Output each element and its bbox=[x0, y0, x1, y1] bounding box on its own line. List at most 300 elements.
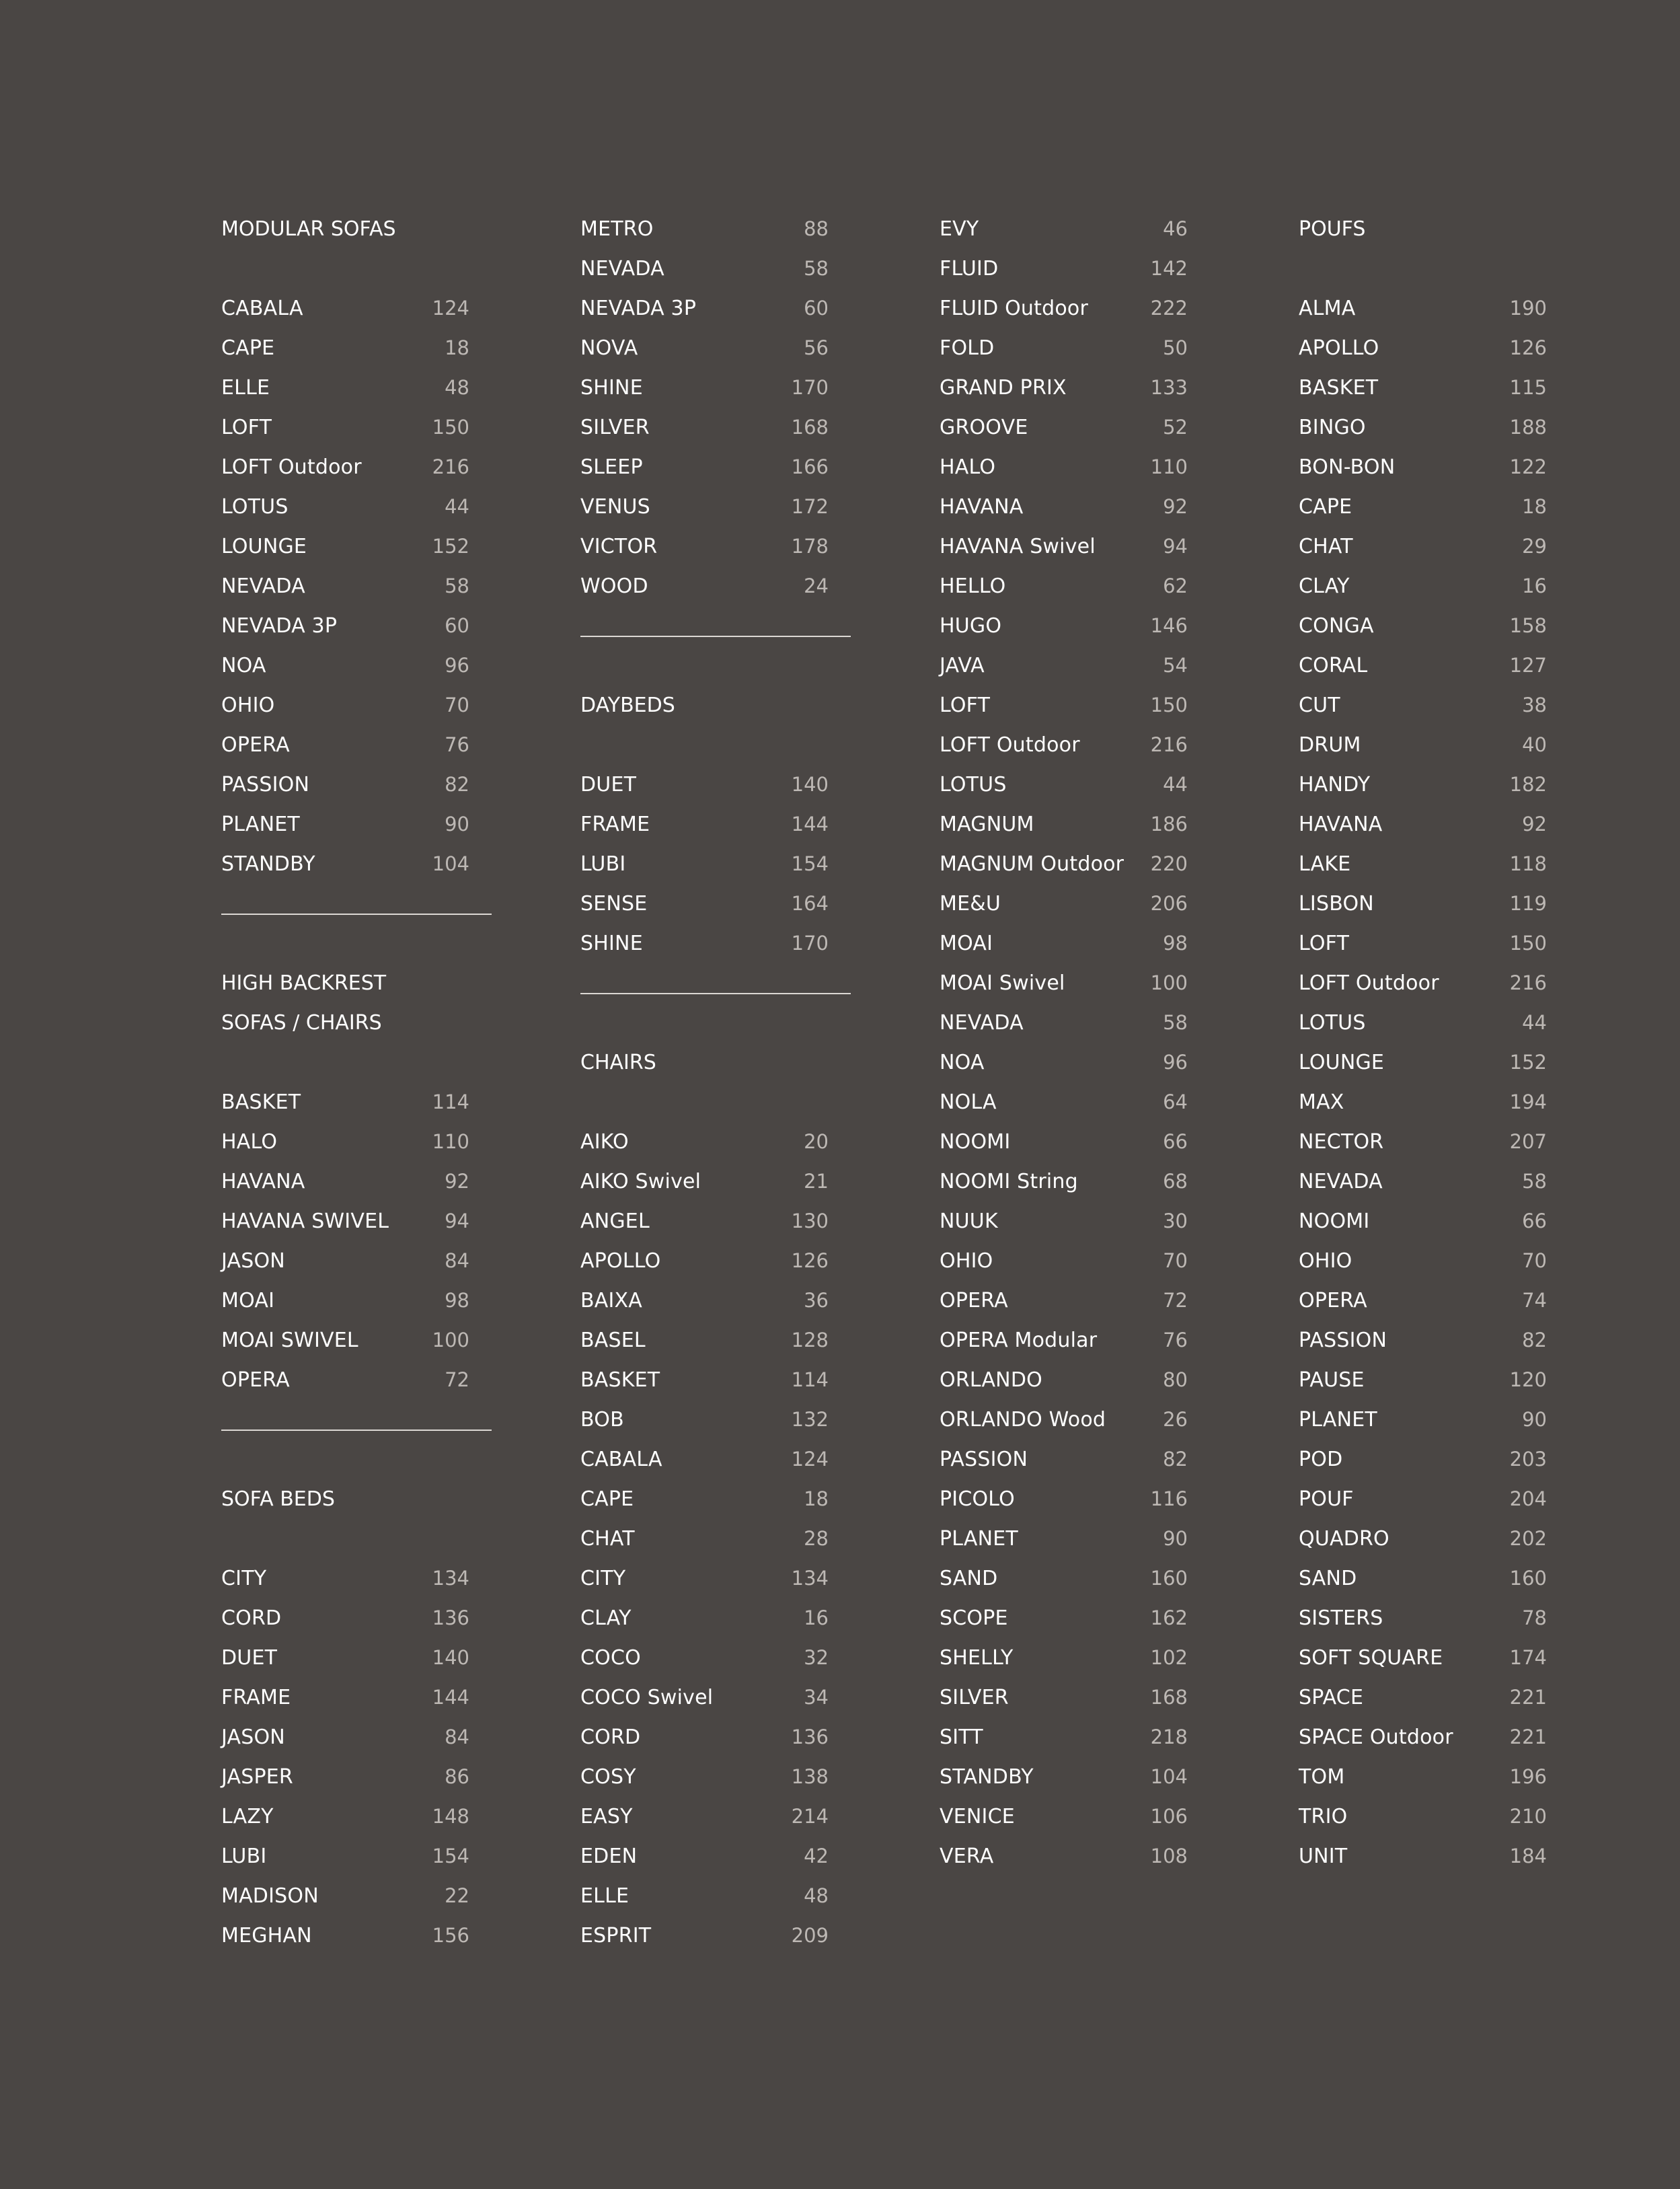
index-entry-havana-swivel bbox=[940, 527, 1210, 566]
entry-page-number: 134 bbox=[791, 1567, 829, 1590]
index-entry-planet bbox=[221, 805, 492, 844]
index-entry-passion bbox=[1299, 1321, 1569, 1360]
entry-name: LOTUS bbox=[1299, 1011, 1366, 1035]
entry-page-number: 50 bbox=[1163, 336, 1188, 359]
entry-page-number: 150 bbox=[1150, 694, 1188, 716]
index-entry-chat bbox=[580, 1519, 851, 1559]
entry-name: SLEEP bbox=[580, 455, 643, 479]
index-entry-loft bbox=[1299, 924, 1569, 963]
entry-page-number: 90 bbox=[445, 813, 469, 836]
entry-name: LUBI bbox=[580, 852, 626, 876]
entry-name: MEGHAN bbox=[221, 1924, 312, 1947]
index-entry-opera bbox=[221, 725, 492, 765]
index-entry-noomi bbox=[940, 1122, 1210, 1162]
index-entry-havana-swivel bbox=[221, 1201, 492, 1241]
entry-page-number: 184 bbox=[1509, 1845, 1547, 1867]
index-entry-quadro bbox=[1299, 1519, 1569, 1559]
index-entry-esprit bbox=[580, 1916, 851, 1956]
section-heading: SOFA BEDS bbox=[221, 1487, 335, 1511]
index-entry-passion bbox=[221, 765, 492, 805]
entry-name: COCO Swivel bbox=[580, 1686, 714, 1709]
index-column-2 bbox=[580, 209, 851, 1956]
entry-name: CORAL bbox=[1299, 654, 1368, 677]
entry-page-number: 138 bbox=[791, 1765, 829, 1788]
entry-name: NUUK bbox=[940, 1210, 998, 1233]
entry-name: SHINE bbox=[580, 376, 643, 400]
entry-page-number: 128 bbox=[791, 1329, 829, 1351]
heading-spacer bbox=[580, 725, 851, 765]
entry-page-number: 16 bbox=[1522, 574, 1547, 597]
entry-name: MAX bbox=[1299, 1090, 1344, 1114]
index-entry-me-u bbox=[940, 884, 1210, 924]
entry-page-number: 22 bbox=[445, 1884, 469, 1907]
entry-name: NOA bbox=[221, 654, 266, 677]
index-entry-tom bbox=[1299, 1757, 1569, 1797]
entry-name: MOAI Swivel bbox=[940, 971, 1065, 995]
entry-page-number: 207 bbox=[1509, 1130, 1547, 1153]
index-entry-magnum bbox=[940, 805, 1210, 844]
entry-page-number: 44 bbox=[1163, 773, 1188, 796]
index-entry-nevada-3p bbox=[580, 289, 851, 328]
entry-page-number: 66 bbox=[1522, 1210, 1547, 1232]
index-entry-lisbon bbox=[1299, 884, 1569, 924]
entry-name: PLANET bbox=[940, 1527, 1018, 1551]
entry-page-number: 90 bbox=[1522, 1408, 1547, 1431]
index-entry-fluid-outdoor bbox=[940, 289, 1210, 328]
index-entry-standby bbox=[221, 844, 492, 884]
index-entry-trio bbox=[1299, 1797, 1569, 1836]
entry-name: LOFT Outdoor bbox=[1299, 971, 1439, 995]
index-entry-vera bbox=[940, 1836, 1210, 1876]
entry-page-number: 58 bbox=[445, 574, 469, 597]
entry-name: LISBON bbox=[1299, 892, 1374, 916]
entry-name: NECTOR bbox=[1299, 1130, 1384, 1154]
entry-page-number: 194 bbox=[1509, 1090, 1547, 1113]
entry-page-number: 29 bbox=[1522, 535, 1547, 558]
entry-name: VERA bbox=[940, 1845, 994, 1868]
index-entry-hello bbox=[940, 566, 1210, 606]
entry-page-number: 94 bbox=[1163, 535, 1188, 558]
entry-name: SAND bbox=[940, 1567, 998, 1590]
entry-page-number: 127 bbox=[1509, 654, 1547, 677]
entry-page-number: 144 bbox=[432, 1686, 469, 1709]
entry-page-number: 115 bbox=[1509, 376, 1547, 399]
index-entry-jasper bbox=[221, 1757, 492, 1797]
index-entry-venus bbox=[580, 487, 851, 527]
entry-name: SHELLY bbox=[940, 1646, 1014, 1670]
index-entry-sisters bbox=[1299, 1598, 1569, 1638]
entry-name: SILVER bbox=[580, 416, 650, 439]
section-divider bbox=[580, 963, 851, 1003]
entry-name: OPERA Modular bbox=[940, 1329, 1098, 1352]
entry-page-number: 64 bbox=[1163, 1090, 1188, 1113]
entry-name: PASSION bbox=[221, 773, 310, 796]
index-entry-lotus bbox=[221, 487, 492, 527]
entry-page-number: 220 bbox=[1150, 852, 1188, 875]
entry-page-number: 88 bbox=[804, 217, 829, 240]
index-entry-nector bbox=[1299, 1122, 1569, 1162]
entry-page-number: 84 bbox=[445, 1249, 469, 1272]
index-entry-nevada bbox=[580, 249, 851, 289]
entry-name: LOTUS bbox=[940, 773, 1007, 796]
entry-page-number: 152 bbox=[432, 535, 469, 558]
entry-page-number: 116 bbox=[1150, 1487, 1188, 1510]
index-column-1 bbox=[221, 209, 492, 1956]
index-entry-basket bbox=[221, 1082, 492, 1122]
entry-name: MAGNUM bbox=[940, 813, 1034, 836]
index-entry-eden bbox=[580, 1836, 851, 1876]
entry-page-number: 62 bbox=[1163, 574, 1188, 597]
entry-page-number: 92 bbox=[1163, 495, 1188, 518]
index-entry-city bbox=[221, 1559, 492, 1598]
entry-page-number: 104 bbox=[432, 852, 469, 875]
entry-name: PLANET bbox=[1299, 1408, 1377, 1432]
entry-name: VENICE bbox=[940, 1805, 1015, 1828]
entry-name: SPACE Outdoor bbox=[1299, 1726, 1453, 1749]
entry-name: ELLE bbox=[221, 376, 270, 400]
entry-page-number: 170 bbox=[791, 376, 829, 399]
entry-page-number: 160 bbox=[1150, 1567, 1188, 1590]
index-entry-city bbox=[580, 1559, 851, 1598]
index-entry-moai bbox=[221, 1281, 492, 1321]
index-entry-aiko-swivel bbox=[580, 1162, 851, 1201]
index-entry-venice bbox=[940, 1797, 1210, 1836]
index-entry-conga bbox=[1299, 606, 1569, 646]
index-entry-victor bbox=[580, 527, 851, 566]
entry-page-number: 78 bbox=[1522, 1606, 1547, 1629]
entry-page-number: 26 bbox=[1163, 1408, 1188, 1431]
entry-name: FRAME bbox=[221, 1686, 291, 1709]
entry-page-number: 160 bbox=[1509, 1567, 1547, 1590]
index-entry-opera bbox=[221, 1360, 492, 1400]
entry-page-number: 48 bbox=[804, 1884, 829, 1907]
entry-name: PICOLO bbox=[940, 1487, 1015, 1511]
entry-name: HAVANA bbox=[940, 495, 1024, 519]
index-entry-loft-outdoor bbox=[940, 725, 1210, 765]
index-entry-cape bbox=[221, 328, 492, 368]
entry-page-number: 210 bbox=[1509, 1805, 1547, 1828]
entry-page-number: 204 bbox=[1509, 1487, 1547, 1510]
entry-page-number: 140 bbox=[791, 773, 829, 796]
entry-name: ELLE bbox=[580, 1884, 629, 1908]
entry-name: VENUS bbox=[580, 495, 650, 519]
index-entry-ohio bbox=[1299, 1241, 1569, 1281]
entry-name: STANDBY bbox=[221, 852, 315, 876]
entry-page-number: 170 bbox=[791, 932, 829, 955]
entry-page-number: 84 bbox=[445, 1726, 469, 1748]
entry-page-number: 150 bbox=[432, 416, 469, 439]
entry-page-number: 74 bbox=[1522, 1289, 1547, 1312]
entry-page-number: 122 bbox=[1509, 455, 1547, 478]
entry-page-number: 60 bbox=[804, 297, 829, 320]
entry-name: SAND bbox=[1299, 1567, 1357, 1590]
entry-page-number: 136 bbox=[791, 1726, 829, 1748]
entry-name: NOOMI bbox=[1299, 1210, 1370, 1233]
index-entry-lazy bbox=[221, 1797, 492, 1836]
entry-name: POD bbox=[1299, 1448, 1343, 1471]
index-entry-cape bbox=[580, 1479, 851, 1519]
index-entry-nevada-3p bbox=[221, 606, 492, 646]
entry-name: DUET bbox=[221, 1646, 278, 1670]
entry-page-number: 136 bbox=[432, 1606, 469, 1629]
index-entry-nola bbox=[940, 1082, 1210, 1122]
entry-name: OPERA bbox=[940, 1289, 1008, 1312]
entry-name: HALO bbox=[940, 455, 996, 479]
index-entry-jason bbox=[221, 1717, 492, 1757]
index-entry-passion bbox=[940, 1440, 1210, 1479]
entry-name: WOOD bbox=[580, 574, 648, 598]
index-entry-lounge bbox=[1299, 1043, 1569, 1082]
entry-name: LOTUS bbox=[221, 495, 289, 519]
index-entry-cabala bbox=[580, 1440, 851, 1479]
entry-name: CAPE bbox=[580, 1487, 634, 1511]
index-entry-lotus bbox=[1299, 1003, 1569, 1043]
index-entry-nevada bbox=[1299, 1162, 1569, 1201]
entry-page-number: 186 bbox=[1150, 813, 1188, 836]
entry-name: HALO bbox=[221, 1130, 278, 1154]
index-entry-opera bbox=[940, 1281, 1210, 1321]
entry-name: LOFT Outdoor bbox=[940, 733, 1080, 757]
entry-page-number: 148 bbox=[432, 1805, 469, 1828]
entry-name: MOAI SWIVEL bbox=[221, 1329, 358, 1352]
entry-page-number: 144 bbox=[791, 813, 829, 836]
entry-name: JASON bbox=[221, 1726, 285, 1749]
index-entry-sitt bbox=[940, 1717, 1210, 1757]
index-entry-clay bbox=[580, 1598, 851, 1638]
entry-page-number: 221 bbox=[1509, 1726, 1547, 1748]
entry-page-number: 124 bbox=[432, 297, 469, 320]
entry-name: ALMA bbox=[1299, 297, 1356, 320]
index-entry-frame bbox=[580, 805, 851, 844]
entry-name: NEVADA bbox=[1299, 1170, 1383, 1193]
index-entry-lubi bbox=[221, 1836, 492, 1876]
section-heading: SOFAS / CHAIRS bbox=[221, 1011, 382, 1035]
entry-page-number: 104 bbox=[1150, 1765, 1188, 1788]
index-entry-bingo bbox=[1299, 408, 1569, 447]
entry-page-number: 76 bbox=[1163, 1329, 1188, 1351]
entry-page-number: 34 bbox=[804, 1686, 829, 1709]
index-entry-apollo bbox=[580, 1241, 851, 1281]
entry-name: BASKET bbox=[1299, 376, 1379, 400]
entry-name: AIKO bbox=[580, 1130, 629, 1154]
entry-page-number: 114 bbox=[432, 1090, 469, 1113]
entry-page-number: 188 bbox=[1509, 416, 1547, 439]
entry-page-number: 98 bbox=[445, 1289, 469, 1312]
index-entry-noomi bbox=[1299, 1201, 1569, 1241]
index-entry-frame bbox=[221, 1678, 492, 1717]
entry-name: PASSION bbox=[1299, 1329, 1387, 1352]
entry-name: APOLLO bbox=[1299, 336, 1379, 360]
index-entry-wood bbox=[580, 566, 851, 606]
index-entry-orlando bbox=[940, 1360, 1210, 1400]
index-entry-orlando-wood bbox=[940, 1400, 1210, 1440]
entry-page-number: 38 bbox=[1522, 694, 1547, 716]
entry-name: OPERA bbox=[221, 1368, 290, 1392]
entry-page-number: 130 bbox=[791, 1210, 829, 1232]
entry-page-number: 108 bbox=[1150, 1845, 1188, 1867]
index-column-4 bbox=[1299, 209, 1569, 1876]
entry-page-number: 158 bbox=[1509, 614, 1547, 637]
index-column-3 bbox=[940, 209, 1210, 1876]
entry-name: OHIO bbox=[1299, 1249, 1352, 1273]
index-entry-baixa bbox=[580, 1281, 851, 1321]
entry-name: HAVANA bbox=[1299, 813, 1383, 836]
entry-name: LAZY bbox=[221, 1805, 274, 1828]
entry-name: SPACE bbox=[1299, 1686, 1364, 1709]
entry-page-number: 174 bbox=[1509, 1646, 1547, 1669]
entry-name: STANDBY bbox=[940, 1765, 1034, 1789]
entry-name: APOLLO bbox=[580, 1249, 661, 1273]
entry-page-number: 46 bbox=[1163, 217, 1188, 240]
entry-name: CORD bbox=[221, 1606, 282, 1630]
entry-page-number: 218 bbox=[1150, 1726, 1188, 1748]
index-entry-hugo bbox=[940, 606, 1210, 646]
index-entry-shine bbox=[580, 368, 851, 408]
index-entry-duet bbox=[580, 765, 851, 805]
entry-name: COSY bbox=[580, 1765, 636, 1789]
index-entry-sand bbox=[940, 1559, 1210, 1598]
entry-page-number: 221 bbox=[1509, 1686, 1547, 1709]
entry-name: HELLO bbox=[940, 574, 1006, 598]
entry-name: NEVADA 3P bbox=[221, 614, 338, 638]
index-entry-sense bbox=[580, 884, 851, 924]
entry-page-number: 134 bbox=[432, 1567, 469, 1590]
heading-spacer bbox=[221, 1043, 492, 1082]
entry-page-number: 203 bbox=[1509, 1448, 1547, 1471]
entry-name: LOUNGE bbox=[1299, 1051, 1385, 1074]
entry-name: PASSION bbox=[940, 1448, 1028, 1471]
entry-name: ORLANDO Wood bbox=[940, 1408, 1106, 1432]
entry-name: NOOMI bbox=[940, 1130, 1011, 1154]
index-entry-pod bbox=[1299, 1440, 1569, 1479]
entry-name: ANGEL bbox=[580, 1210, 650, 1233]
index-entry-duet bbox=[221, 1638, 492, 1678]
entry-name: QUADRO bbox=[1299, 1527, 1389, 1551]
entry-name: SITT bbox=[940, 1726, 983, 1749]
index-entry-nuuk bbox=[940, 1201, 1210, 1241]
index-entry-nova bbox=[580, 328, 851, 368]
index-entry-apollo bbox=[1299, 328, 1569, 368]
entry-name: OHIO bbox=[940, 1249, 993, 1273]
entry-name: GRAND PRIX bbox=[940, 376, 1067, 400]
index-entry-aiko bbox=[580, 1122, 851, 1162]
index-entry-shine bbox=[580, 924, 851, 963]
index-entry-loft-outdoor bbox=[1299, 963, 1569, 1003]
entry-name: UNIT bbox=[1299, 1845, 1348, 1868]
index-entry-space bbox=[1299, 1678, 1569, 1717]
index-entry-shelly bbox=[940, 1638, 1210, 1678]
entry-page-number: 94 bbox=[445, 1210, 469, 1232]
entry-page-number: 42 bbox=[804, 1845, 829, 1867]
entry-name: EASY bbox=[580, 1805, 633, 1828]
index-entry-noomi-string bbox=[940, 1162, 1210, 1201]
entry-name: BON-BON bbox=[1299, 455, 1396, 479]
entry-name: LOFT bbox=[940, 694, 991, 717]
entry-name: CLAY bbox=[580, 1606, 632, 1630]
entry-name: CHAT bbox=[580, 1527, 635, 1551]
entry-name: DUET bbox=[580, 773, 637, 796]
entry-page-number: 119 bbox=[1509, 892, 1547, 915]
entry-name: CAPE bbox=[221, 336, 275, 360]
index-entry-pause bbox=[1299, 1360, 1569, 1400]
entry-name: SHINE bbox=[580, 932, 643, 955]
index-entry-cabala bbox=[221, 289, 492, 328]
entry-name: SCOPE bbox=[940, 1606, 1008, 1630]
index-entry-ohio bbox=[221, 685, 492, 725]
entry-page-number: 154 bbox=[432, 1845, 469, 1867]
entry-name: SOFT SQUARE bbox=[1299, 1646, 1443, 1670]
entry-page-number: 164 bbox=[791, 892, 829, 915]
heading-spacer bbox=[221, 1519, 492, 1559]
entry-page-number: 110 bbox=[1150, 455, 1188, 478]
entry-page-number: 98 bbox=[1163, 932, 1188, 955]
entry-page-number: 58 bbox=[1522, 1170, 1547, 1193]
entry-name: HAVANA SWIVEL bbox=[221, 1210, 389, 1233]
index-entry-sand bbox=[1299, 1559, 1569, 1598]
section-divider bbox=[221, 1400, 492, 1440]
index-entry-grand-prix bbox=[940, 368, 1210, 408]
entry-page-number: 58 bbox=[804, 257, 829, 280]
entry-page-number: 16 bbox=[804, 1606, 829, 1629]
entry-name: HUGO bbox=[940, 614, 1002, 638]
entry-page-number: 100 bbox=[432, 1329, 469, 1351]
index-entry-basel bbox=[580, 1321, 851, 1360]
entry-page-number: 120 bbox=[1509, 1368, 1547, 1391]
index-entry-pouf bbox=[1299, 1479, 1569, 1519]
index-entry-cape bbox=[1299, 487, 1569, 527]
index-entry-cosy bbox=[580, 1757, 851, 1797]
index-entry-lubi bbox=[580, 844, 851, 884]
entry-name: COCO bbox=[580, 1646, 641, 1670]
index-entry-magnum-outdoor bbox=[940, 844, 1210, 884]
entry-page-number: 66 bbox=[1163, 1130, 1188, 1153]
entry-page-number: 182 bbox=[1509, 773, 1547, 796]
entry-page-number: 196 bbox=[1509, 1765, 1547, 1788]
entry-page-number: 20 bbox=[804, 1130, 829, 1153]
entry-name: PAUSE bbox=[1299, 1368, 1365, 1392]
entry-page-number: 106 bbox=[1150, 1805, 1188, 1828]
entry-name: ORLANDO bbox=[940, 1368, 1042, 1392]
entry-name: NOLA bbox=[940, 1090, 997, 1114]
entry-name: MOAI bbox=[221, 1289, 275, 1312]
entry-page-number: 32 bbox=[804, 1646, 829, 1669]
index-entry-ohio bbox=[940, 1241, 1210, 1281]
index-entry-lotus bbox=[940, 765, 1210, 805]
entry-name: FRAME bbox=[580, 813, 650, 836]
index-entry-havana bbox=[1299, 805, 1569, 844]
index-entry-planet bbox=[1299, 1400, 1569, 1440]
index-entry-fold bbox=[940, 328, 1210, 368]
heading-spacer bbox=[1299, 249, 1569, 289]
entry-page-number: 56 bbox=[804, 336, 829, 359]
entry-page-number: 18 bbox=[445, 336, 469, 359]
entry-page-number: 82 bbox=[1163, 1448, 1188, 1471]
index-entry-jason bbox=[221, 1241, 492, 1281]
entry-name: JASON bbox=[221, 1249, 285, 1273]
entry-name: JASPER bbox=[221, 1765, 293, 1789]
entry-name: SILVER bbox=[940, 1686, 1009, 1709]
entry-name: HAVANA Swivel bbox=[940, 535, 1096, 558]
index-entry-moai bbox=[940, 924, 1210, 963]
entry-name: LOFT bbox=[1299, 932, 1350, 955]
index-entry-halo bbox=[940, 447, 1210, 487]
entry-page-number: 44 bbox=[445, 495, 469, 518]
entry-page-number: 86 bbox=[445, 1765, 469, 1788]
index-entry-chat bbox=[1299, 527, 1569, 566]
entry-name: AIKO Swivel bbox=[580, 1170, 701, 1193]
entry-name: HAVANA bbox=[221, 1170, 305, 1193]
entry-page-number: 102 bbox=[1150, 1646, 1188, 1669]
